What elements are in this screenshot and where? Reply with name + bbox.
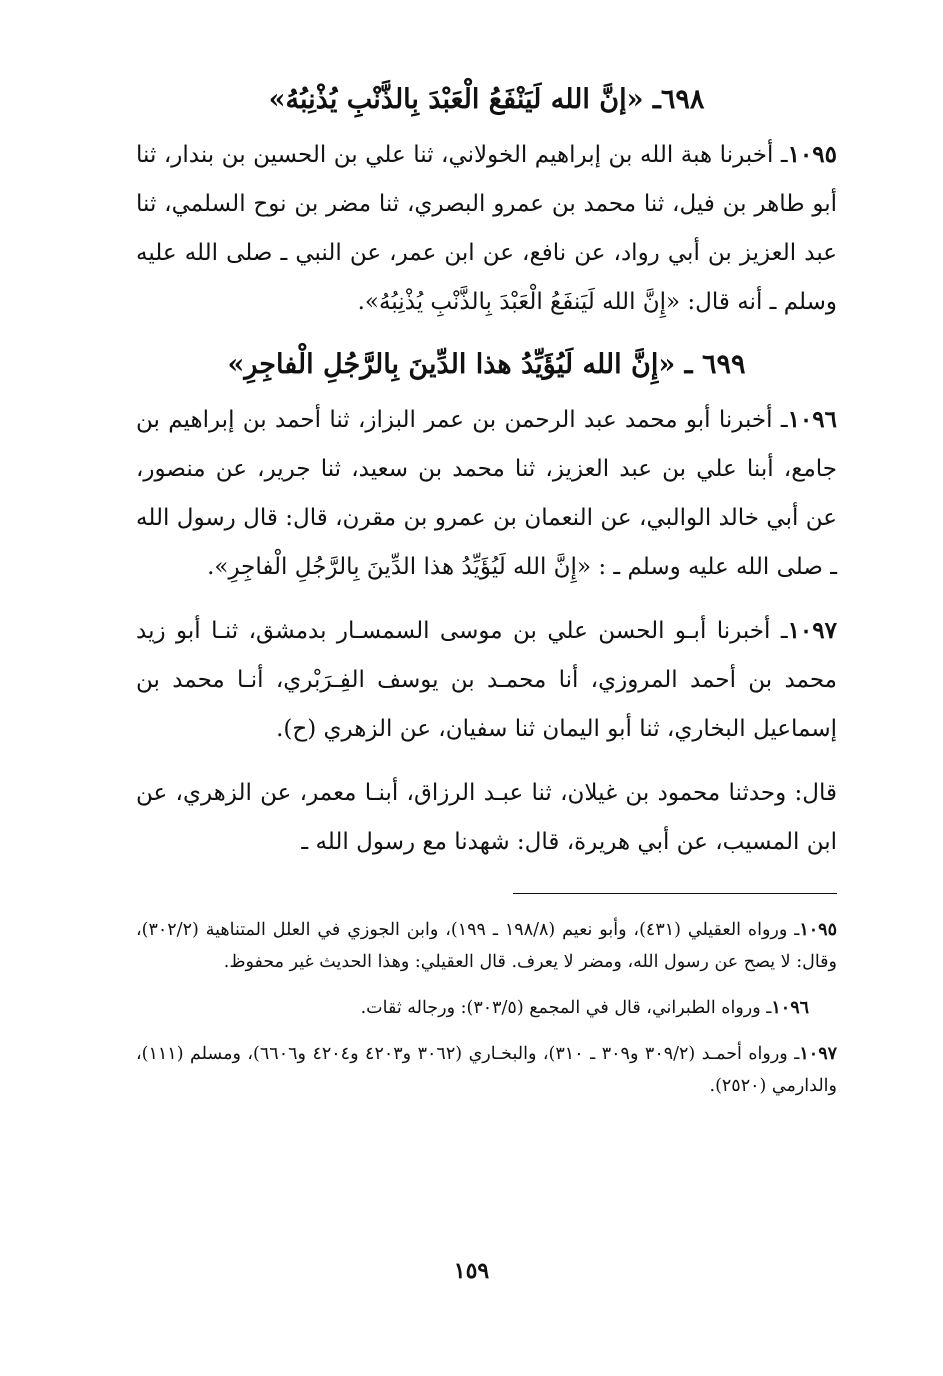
footnote-1096: [136, 992, 837, 1024]
page-number: ١٥٩: [453, 1258, 490, 1284]
footnote-text: ـ ورواه العقيلي (٤٣١)، وأبو نعيم (١٩٨/٨ ـ ١٩٩)، وابن الجوزي في العلل المتناهية (٣٠٢/٢)، وقال: لا يصح عن رسول الله، ومضر لا يعرف. قال العقيلي: وهذا الحديث غير محفوظ.: [136, 920, 837, 972]
hadith-number: ١٠٩٦: [787, 406, 837, 433]
hadith-text: ـ أخبرنا أبـو الحسن علي بن موسى السمسـار بدمشق، ثنـا أبو زيد محمد بن أحمد المروزي، أنا محمـد بن يوسف الفِـرَبْري، أنـا محمد بن إسماعيل البخاري، ثنا أبو اليمان ثنا سفيان، عن الزهري (ح).: [136, 618, 837, 742]
footnote-rule-wrap: [136, 875, 837, 914]
hadith-1096: [136, 395, 837, 592]
hadith-1095: [136, 130, 837, 327]
hadith-text: ـ أخبرنا هبة الله بن إبراهيم الخولاني، ثنا علي بن الحسين بن بندار، ثنا أبو طاهر بن فيل، ثنا محمد بن عمرو البصري، ثنا مضر بن نوح السلمي، ثنا عبد العزيز بن أبي رواد، عن نافع، عن ابن عمر، عن النبي ـ صلى الله عليه وسلم ـ أنه قال: «إِنَّ الله لَيَنفَعُ الْعَبْدَ بِالذَّنْبِ يُذْنِبُهُ».: [136, 142, 837, 315]
hadith-1097: [136, 606, 837, 754]
heading-699: ٦٩٩ ـ «إِنَّ الله لَيُؤَيِّدُ هذا الدِّينَ بِالرَّجُلِ الْفاجِرِ»: [227, 349, 746, 380]
footnote-text: ـ ورواه الطبراني، قال في المجمع (٣٠٣/٥): ورجاله ثقات.: [360, 998, 772, 1018]
footnote-1095: [136, 914, 837, 978]
hadith-1097-continuation: [136, 768, 837, 867]
footnote-number: ١٠٩٥: [799, 920, 837, 940]
footnote-1097: [136, 1038, 837, 1102]
hadith-text: ـ أخبرنا أبو محمد عبد الرحمن بن عمر البزاز، ثنا أحمد بن إبراهيم بن جامع، أبنا علي بن عبد العزيز، ثنا محمد بن سعيد، ثنا جرير، عن منصور، عن أبي خالد الوالبي، عن النعمان بن عمرو بن مقرن، قال: قال رسول الله ـ صلى الله عليه وسلم ـ : «إِنَّ الله لَيُؤَيِّدُ هذا الدِّينَ بِالرَّجُلِ الْفاجِرِ».: [136, 407, 837, 580]
hadith-number: ١٠٩٥: [787, 141, 837, 168]
footnote-number: ١٠٩٦: [771, 998, 809, 1018]
hadith-number: ١٠٩٧: [787, 617, 837, 644]
footnote-text: ـ ورواه أحمـد (٣٠٩/٢ و٣٠٩ ـ ٣١٠)، والبخـاري (٣٠٦٢ و٤٢٠٣ و٤٢٠٤ و٦٦٠٦)، ومسلم (١١١)، والدارمي (٢٥٢٠).: [136, 1044, 837, 1096]
footnote-divider: [513, 893, 837, 894]
heading-698: ٦٩٨ـ «إنَّ الله لَيَنْفَعُ الْعَبْدَ بِالذَّنْبِ يُذْنِبُهُ»: [268, 84, 705, 115]
footnote-number: ١٠٩٧: [799, 1044, 838, 1064]
hadith-text: قال: وحدثنا محمود بن غيلان، ثنا عبـد الرزاق، أبنـا معمر، عن الزهري، عن ابن المسيب، عن أبي هريرة، قال: شهدنا مع رسول الله ـ: [136, 780, 837, 855]
